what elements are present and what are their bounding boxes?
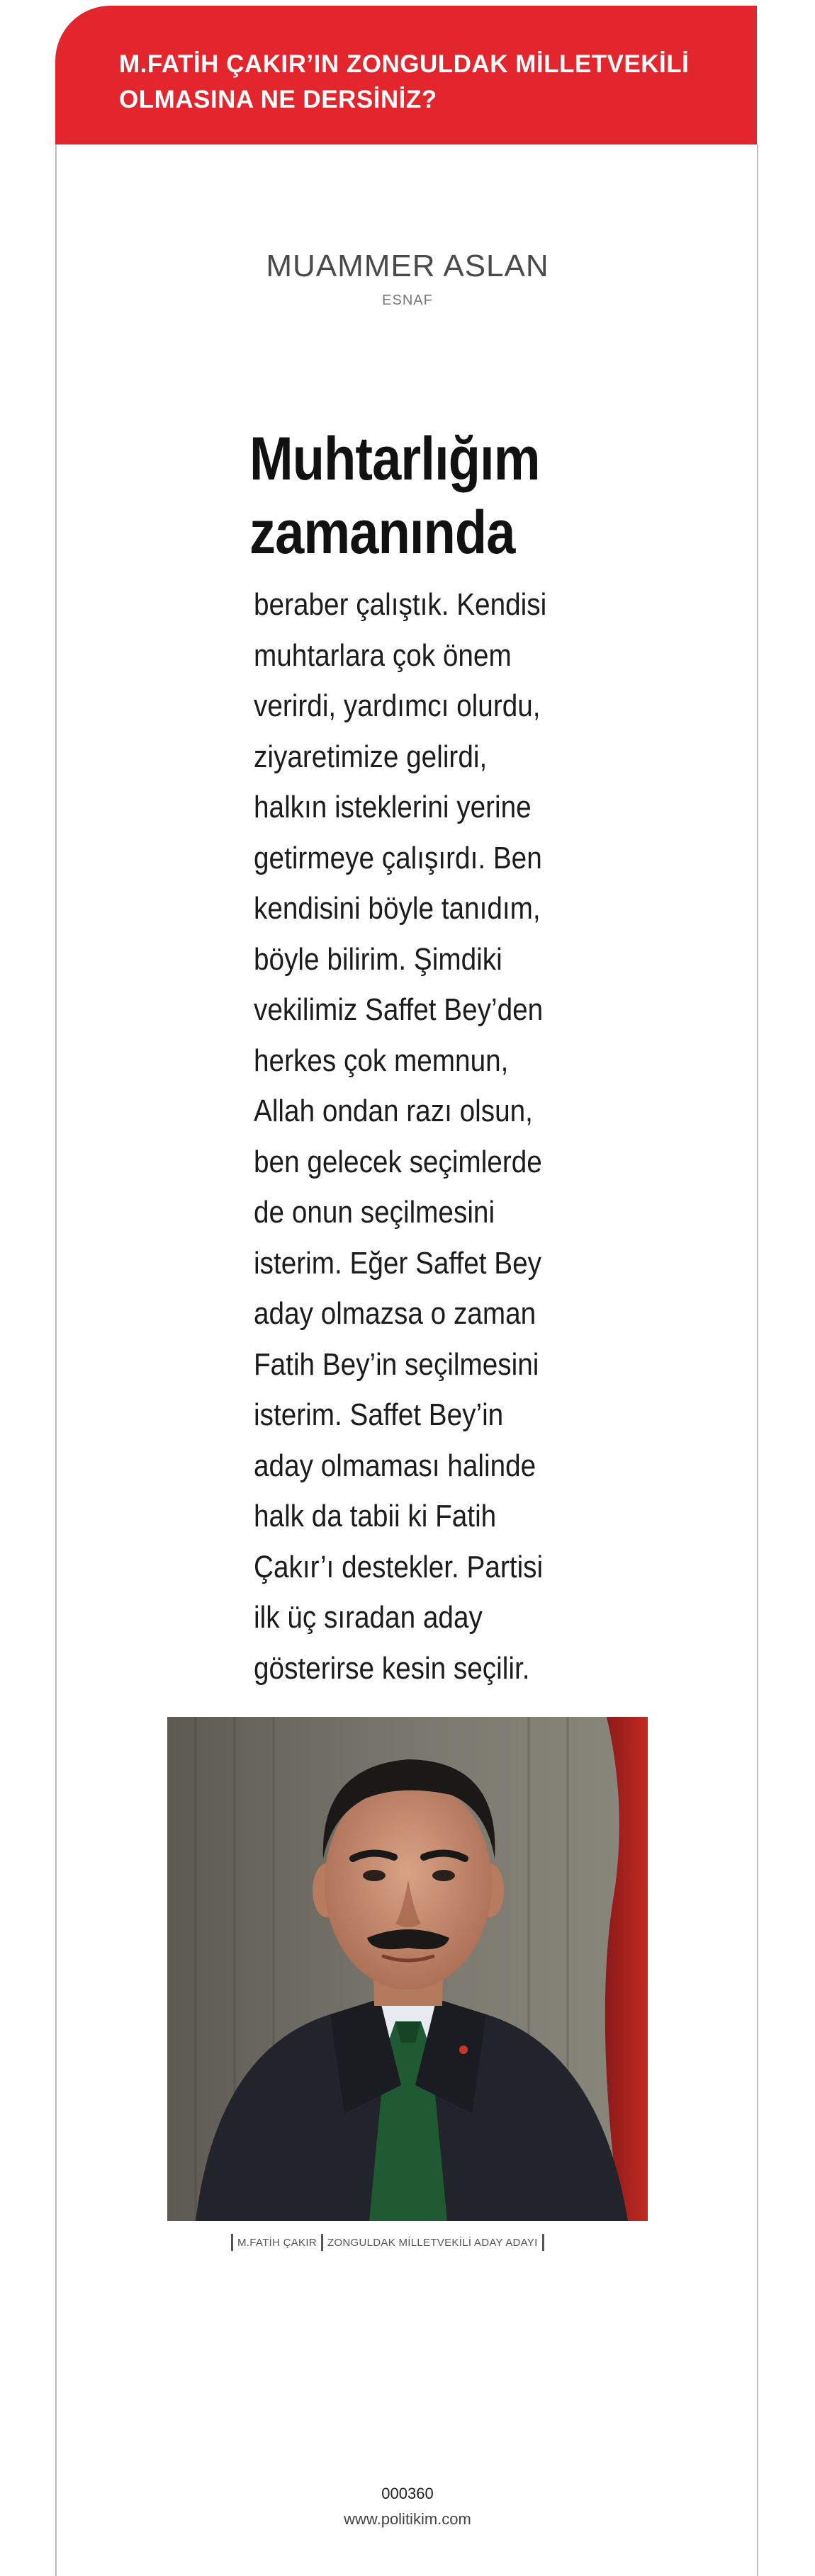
- body-line: beraber çalıştık. Kendisi: [254, 587, 547, 622]
- body-line: halkın isteklerini yerine: [254, 790, 532, 824]
- body-text: [254, 579, 594, 1693]
- headline-line2: zamanında: [249, 499, 515, 567]
- body-line: aday olmaması halinde: [254, 1448, 536, 1483]
- caption-divider: [542, 2234, 544, 2251]
- body-line: isterim. Saffet Bey’in: [254, 1397, 504, 1432]
- body-line: de onun seçilmesini: [254, 1195, 495, 1230]
- photo-caption: [227, 2232, 588, 2252]
- body-line: Fatih Bey’in seçilmesini: [254, 1346, 539, 1382]
- headline-line1: Muhtarlığım: [249, 425, 540, 493]
- author-name: MUAMMER ASLAN: [266, 249, 549, 283]
- author-role: ESNAF: [382, 293, 433, 308]
- caption-title: ZONGULDAK MİLLETVEKİLİ ADAY ADAYI: [327, 2236, 538, 2249]
- frame-right-line: [757, 144, 758, 2576]
- body-line: kendisini böyle tanıdım,: [254, 891, 541, 926]
- header-title-line1: M.FATİH ÇAKIR’IN ZONGULDAK MİLLETVEKİLİ: [119, 50, 690, 78]
- body-line: Allah ondan razı olsun,: [254, 1094, 533, 1128]
- body-line: böyle bilirim. Şimdiki: [254, 941, 502, 977]
- caption-divider: [321, 2234, 323, 2251]
- caption-divider: [231, 2234, 233, 2251]
- body-line: gösterirse kesin seçilir.: [254, 1650, 530, 1686]
- body-line: herkes çok memnun,: [254, 1043, 509, 1078]
- body-line: verirdi, yardımcı olurdu,: [254, 688, 541, 723]
- body-line: Çakır’ı destekler. Partisi: [254, 1549, 544, 1584]
- headline: [249, 422, 566, 569]
- header-banner: [55, 6, 757, 144]
- body-line: ilk üç sıradan aday: [254, 1600, 483, 1635]
- caption-name: M.FATİH ÇAKIR: [237, 2236, 317, 2249]
- portrait-illustration: [167, 1717, 648, 2221]
- body-line: muhtarlara çok önem: [254, 637, 512, 673]
- body-line: halk da tabii ki Fatih: [254, 1499, 497, 1533]
- body-line: vekilimiz Saffet Bey’den: [254, 992, 544, 1027]
- body-line: getirmeye çalışırdı. Ben: [254, 840, 542, 875]
- site-url: www.politikim.com: [344, 2510, 471, 2528]
- body-line: ben gelecek seçimlerde: [254, 1144, 542, 1179]
- body-line: aday olmazsa o zaman: [254, 1296, 536, 1331]
- frame-left-line: [55, 144, 57, 2576]
- header-title-line2: OLMASINA NE DERSİNİZ?: [119, 86, 437, 113]
- body-line: isterim. Eğer Saffet Bey: [254, 1245, 542, 1281]
- header-title: [119, 47, 714, 118]
- page-number: 000360: [381, 2485, 434, 2502]
- portrait-photo: [167, 1717, 648, 2221]
- body-line: ziyaretimize gelirdi,: [254, 739, 488, 774]
